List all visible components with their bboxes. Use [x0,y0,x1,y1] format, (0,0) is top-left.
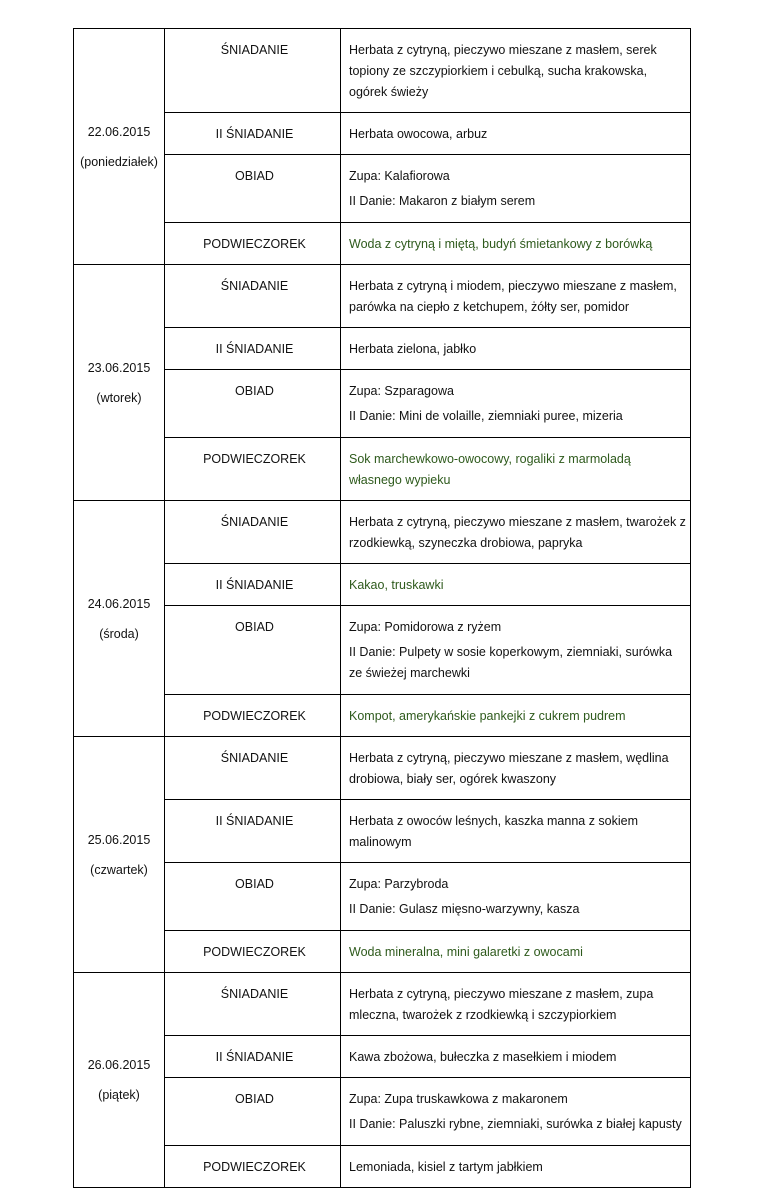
meal-description-cell [341,564,691,606]
meal-description-cell [341,863,691,931]
menu-row [74,695,691,737]
meal-name-cell [165,863,341,931]
meal-description-cell [341,695,691,737]
meal-description-cell [341,800,691,863]
menu-row [74,1146,691,1188]
meal-description-cell [341,438,691,501]
meal-description: Sok marchewkowo-owocowy, rogaliki z marmoladą własnego wypieku [349,452,631,487]
menu-row [74,29,691,113]
meal-name: ŚNIADANIE [220,515,289,529]
meal-name-cell [165,1146,341,1188]
menu-row [74,863,691,931]
menu-row [74,800,691,863]
menu-row [74,564,691,606]
day-weekday: (poniedziałek) [80,154,158,169]
meal-main-course: II Danie: Paluszki rybne, ziemniaki, surówka z białej kapusty [349,1117,682,1131]
meal-description-cell [341,265,691,328]
meal-description: Herbata z cytryną i miodem, pieczywo mieszane z masłem, parówka na ciepło z ketchupem, żółty ser, pomidor [349,279,677,314]
day-cell [74,973,165,1188]
meal-main-course: II Danie: Gulasz mięsno-warzywny, kasza [349,902,580,916]
meal-main-course: II Danie: Mini de volaille, ziemniaki puree, mizeria [349,409,623,423]
meal-description: Woda mineralna, mini galaretki z owocami [349,945,583,959]
meal-description-cell [341,973,691,1036]
meal-description: Lemoniada, kisiel z tartym jabłkiem [349,1160,543,1174]
menu-table-body [74,29,691,1188]
meal-name: ŚNIADANIE [220,279,289,293]
menu-row [74,328,691,370]
meal-description: Herbata zielona, jabłko [349,342,477,356]
meal-name-cell [165,265,341,328]
meal-description: Herbata z owoców leśnych, kaszka manna z sokiem malinowym [349,814,639,849]
meal-name-cell [165,931,341,973]
day-date: 23.06.2015 [87,360,151,375]
meal-description: Zupa: Parzybroda [349,877,449,891]
day-weekday: (środa) [99,626,139,641]
menu-row [74,737,691,800]
meal-name: II ŚNIADANIE [215,578,294,592]
meal-name-cell [165,501,341,564]
menu-row [74,113,691,155]
meal-name-cell [165,438,341,501]
meal-description: Woda z cytryną i miętą, budyń śmietankowy z borówką [349,237,653,251]
meal-description-cell [341,328,691,370]
day-weekday: (piątek) [98,1088,140,1102]
meal-description: Herbata z cytryną, pieczywo mieszane z masłem, twarożek z rzodkiewką, szyneczka drobiowa, papryka [349,515,686,550]
day-cell [74,265,165,501]
day-date: 22.06.2015 [87,124,151,139]
meal-name-cell [165,1036,341,1078]
meal-name: OBIAD [235,169,274,183]
day-date: 26.06.2015 [87,1058,151,1072]
meal-description: Kompot, amerykańskie pankejki z cukrem pudrem [349,709,626,723]
meal-name: ŚNIADANIE [220,987,289,1001]
meal-name-cell [165,800,341,863]
meal-description-cell [341,29,691,113]
day-weekday: (wtorek) [96,390,142,405]
meal-description: Zupa: Pomidorowa z ryżem [349,620,502,634]
meal-description-cell [341,931,691,973]
meal-description: Kawa zbożowa, bułeczka z masełkiem i miodem [349,1050,617,1064]
meal-description-cell [341,1036,691,1078]
meal-name: ŚNIADANIE [220,751,289,765]
meal-description-cell [341,1078,691,1146]
meal-description: Herbata z cytryną, pieczywo mieszane z masłem, serek topiony ze szczypiorkiem i cebulką, sucha krakowska, ogórek świeży [349,43,657,99]
meal-name: OBIAD [235,877,274,891]
menu-row [74,223,691,265]
meal-description: Zupa: Szparagowa [349,384,454,398]
meal-description-cell [341,370,691,438]
meal-name: OBIAD [235,620,274,634]
meal-name-cell [165,973,341,1036]
meal-name-cell [165,737,341,800]
meal-name: PODWIECZOREK [203,237,306,251]
meal-description-cell [341,223,691,265]
meal-name: PODWIECZOREK [203,709,306,723]
meal-name: ŚNIADANIE [220,43,289,57]
meal-description: Zupa: Zupa truskawkowa z makaronem [349,1092,568,1106]
menu-row [74,155,691,223]
day-date: 25.06.2015 [87,832,151,847]
meal-name: OBIAD [235,1092,274,1106]
menu-row [74,1078,691,1146]
meal-name: PODWIECZOREK [203,452,306,466]
menu-row [74,265,691,328]
meal-description-cell [341,1146,691,1188]
meal-description: Kakao, truskawki [349,578,444,592]
day-cell [74,29,165,265]
meal-name-cell [165,1078,341,1146]
menu-row [74,606,691,695]
meal-description: Herbata z cytryną, pieczywo mieszane z masłem, zupa mleczna, twarożek z rzodkiewką i szczypiorkiem [349,987,654,1022]
meal-description-cell [341,113,691,155]
meal-name-cell [165,155,341,223]
meal-name-cell [165,695,341,737]
menu-row [74,370,691,438]
meal-main-course: II Danie: Makaron z białym serem [349,194,536,208]
meal-name: PODWIECZOREK [203,1160,306,1174]
meal-main-course: II Danie: Pulpety w sosie koperkowym, ziemniaki, surówka ze świeżej marchewki [349,645,673,680]
day-cell [74,737,165,973]
meal-name: II ŚNIADANIE [215,814,294,828]
meal-description-cell [341,737,691,800]
meal-name-cell [165,370,341,438]
meal-name: II ŚNIADANIE [215,127,294,141]
menu-row [74,931,691,973]
meal-description: Herbata z cytryną, pieczywo mieszane z masłem, wędlina drobiowa, biały ser, ogórek kwaszony [349,751,669,786]
weekly-menu-table [73,28,691,1188]
meal-name: OBIAD [235,384,274,398]
day-weekday: (czwartek) [90,862,148,877]
menu-row [74,438,691,501]
meal-name-cell [165,113,341,155]
meal-description-cell [341,606,691,695]
meal-description: Zupa: Kalafiorowa [349,169,450,183]
menu-row [74,501,691,564]
meal-description-cell [341,501,691,564]
meal-description: Herbata owocowa, arbuz [349,127,488,141]
menu-row [74,1036,691,1078]
day-cell [74,501,165,737]
meal-name-cell [165,223,341,265]
meal-name: PODWIECZOREK [203,945,306,959]
meal-description-cell [341,155,691,223]
meal-name-cell [165,564,341,606]
meal-name-cell [165,29,341,113]
menu-row [74,973,691,1036]
meal-name-cell [165,328,341,370]
day-date: 24.06.2015 [87,596,151,611]
meal-name: II ŚNIADANIE [215,342,294,356]
meal-name: II ŚNIADANIE [215,1050,294,1064]
meal-name-cell [165,606,341,695]
